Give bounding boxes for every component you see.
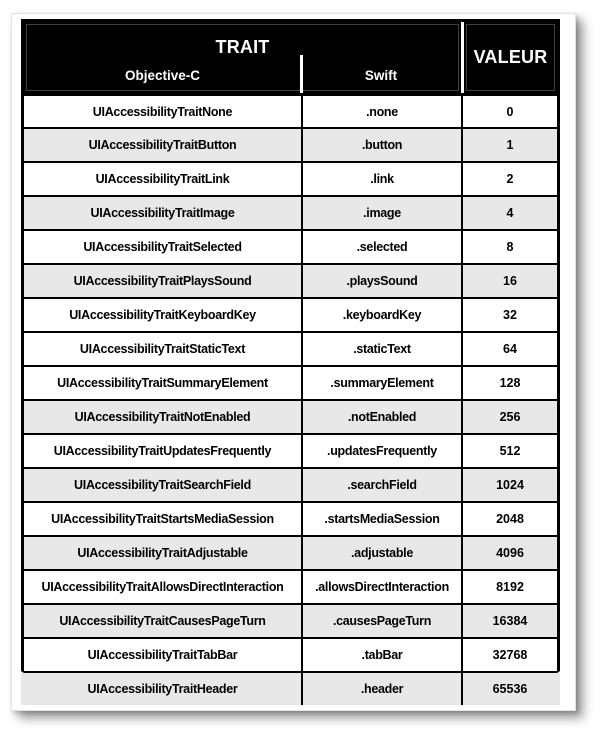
cell-swift: .tabBar xyxy=(301,639,461,671)
cell-swift: .updatesFrequently xyxy=(301,435,461,467)
table-row xyxy=(21,637,560,671)
cell-value: 8192 xyxy=(461,571,557,603)
table-row xyxy=(21,433,560,467)
cell-value: 32 xyxy=(461,299,557,331)
table-row xyxy=(21,331,560,365)
cell-value: 8 xyxy=(461,231,557,263)
cell-swift: .adjustable xyxy=(301,537,461,569)
cell-objc: UIAccessibilityTraitHeader xyxy=(87,682,238,696)
table-row xyxy=(21,263,560,297)
table-row xyxy=(21,501,560,535)
table-row xyxy=(21,399,560,433)
cell-swift: .link xyxy=(301,163,461,195)
cell-swift: .header xyxy=(301,673,461,705)
cell-swift: .searchField xyxy=(301,469,461,501)
cell-objc: UIAccessibilityTraitUpdatesFrequently xyxy=(53,444,272,458)
cell-objc: UIAccessibilityTraitPlaysSound xyxy=(73,274,252,288)
cell-objc: UIAccessibilityTraitImage xyxy=(90,206,235,220)
cell-value: 16 xyxy=(461,265,557,297)
subheader-row xyxy=(24,58,461,93)
cell-swift: .startsMediaSession xyxy=(301,503,461,535)
cell-value: 4 xyxy=(461,197,557,229)
cell-objc: UIAccessibilityTraitStartsMediaSession xyxy=(51,512,274,526)
cell-objc: UIAccessibilityTraitCausesPageTurn xyxy=(59,614,266,628)
cell-objc: UIAccessibilityTraitSummaryElement xyxy=(57,376,268,390)
column-header-swift: Swift xyxy=(364,68,398,83)
cell-objc: UIAccessibilityTraitKeyboardKey xyxy=(69,308,256,322)
cell-value: 0 xyxy=(461,96,557,127)
table-row xyxy=(21,603,560,637)
table-row xyxy=(21,127,560,161)
cell-objc: UIAccessibilityTraitButton xyxy=(88,138,237,152)
column-header-valeur: VALEUR xyxy=(464,22,557,93)
cell-swift: .causesPageTurn xyxy=(301,605,461,637)
table-row xyxy=(21,161,560,195)
trait-column-group xyxy=(24,22,461,93)
table-card xyxy=(11,13,576,711)
cell-objc: UIAccessibilityTraitLink xyxy=(95,172,230,186)
table-header xyxy=(21,19,560,93)
cell-swift: .notEnabled xyxy=(301,401,461,433)
cell-value: 2 xyxy=(461,163,557,195)
cell-objc: UIAccessibilityTraitSearchField xyxy=(74,478,251,492)
cell-objc: UIAccessibilityTraitAdjustable xyxy=(77,546,248,560)
cell-value: 512 xyxy=(461,435,557,467)
table-row xyxy=(21,365,560,399)
cell-value: 65536 xyxy=(461,673,557,705)
cell-objc: UIAccessibilityTraitNotEnabled xyxy=(74,410,251,424)
cell-swift: .none xyxy=(301,96,461,127)
table-row xyxy=(21,93,560,127)
accessibility-traits-table xyxy=(21,19,560,705)
table-row xyxy=(21,297,560,331)
cell-swift: .staticText xyxy=(301,333,461,365)
cell-swift: .playsSound xyxy=(301,265,461,297)
table-row xyxy=(21,535,560,569)
cell-objc: UIAccessibilityTraitNone xyxy=(92,104,233,119)
column-header-objective-c: Objective-C xyxy=(124,68,201,83)
table-row xyxy=(21,467,560,501)
cell-value: 128 xyxy=(461,367,557,399)
cell-value: 1 xyxy=(461,129,557,161)
cell-objc: UIAccessibilityTraitSelected xyxy=(83,240,242,254)
header-column-divider xyxy=(300,55,303,93)
trait-group-title: TRAIT xyxy=(215,37,270,57)
cell-swift: .allowsDirectInteraction xyxy=(301,571,461,603)
cell-value: 16384 xyxy=(461,605,557,637)
cell-swift: .selected xyxy=(301,231,461,263)
cell-objc: UIAccessibilityTraitAllowsDirectInteraction xyxy=(41,580,284,594)
cell-value: 4096 xyxy=(461,537,557,569)
cell-value: 64 xyxy=(461,333,557,365)
cell-value: 1024 xyxy=(461,469,557,501)
cell-objc: UIAccessibilityTraitTabBar xyxy=(87,648,238,662)
cell-swift: .button xyxy=(301,129,461,161)
cell-value: 256 xyxy=(461,401,557,433)
cell-objc: UIAccessibilityTraitStaticText xyxy=(79,342,246,356)
table-row xyxy=(21,671,560,705)
cell-swift: .image xyxy=(301,197,461,229)
table-body xyxy=(21,93,560,705)
cell-swift: .keyboardKey xyxy=(301,299,461,331)
table-row xyxy=(21,229,560,263)
cell-swift: .summaryElement xyxy=(301,367,461,399)
cell-value: 32768 xyxy=(461,639,557,671)
table-row xyxy=(21,195,560,229)
table-row xyxy=(21,569,560,603)
cell-value: 2048 xyxy=(461,503,557,535)
